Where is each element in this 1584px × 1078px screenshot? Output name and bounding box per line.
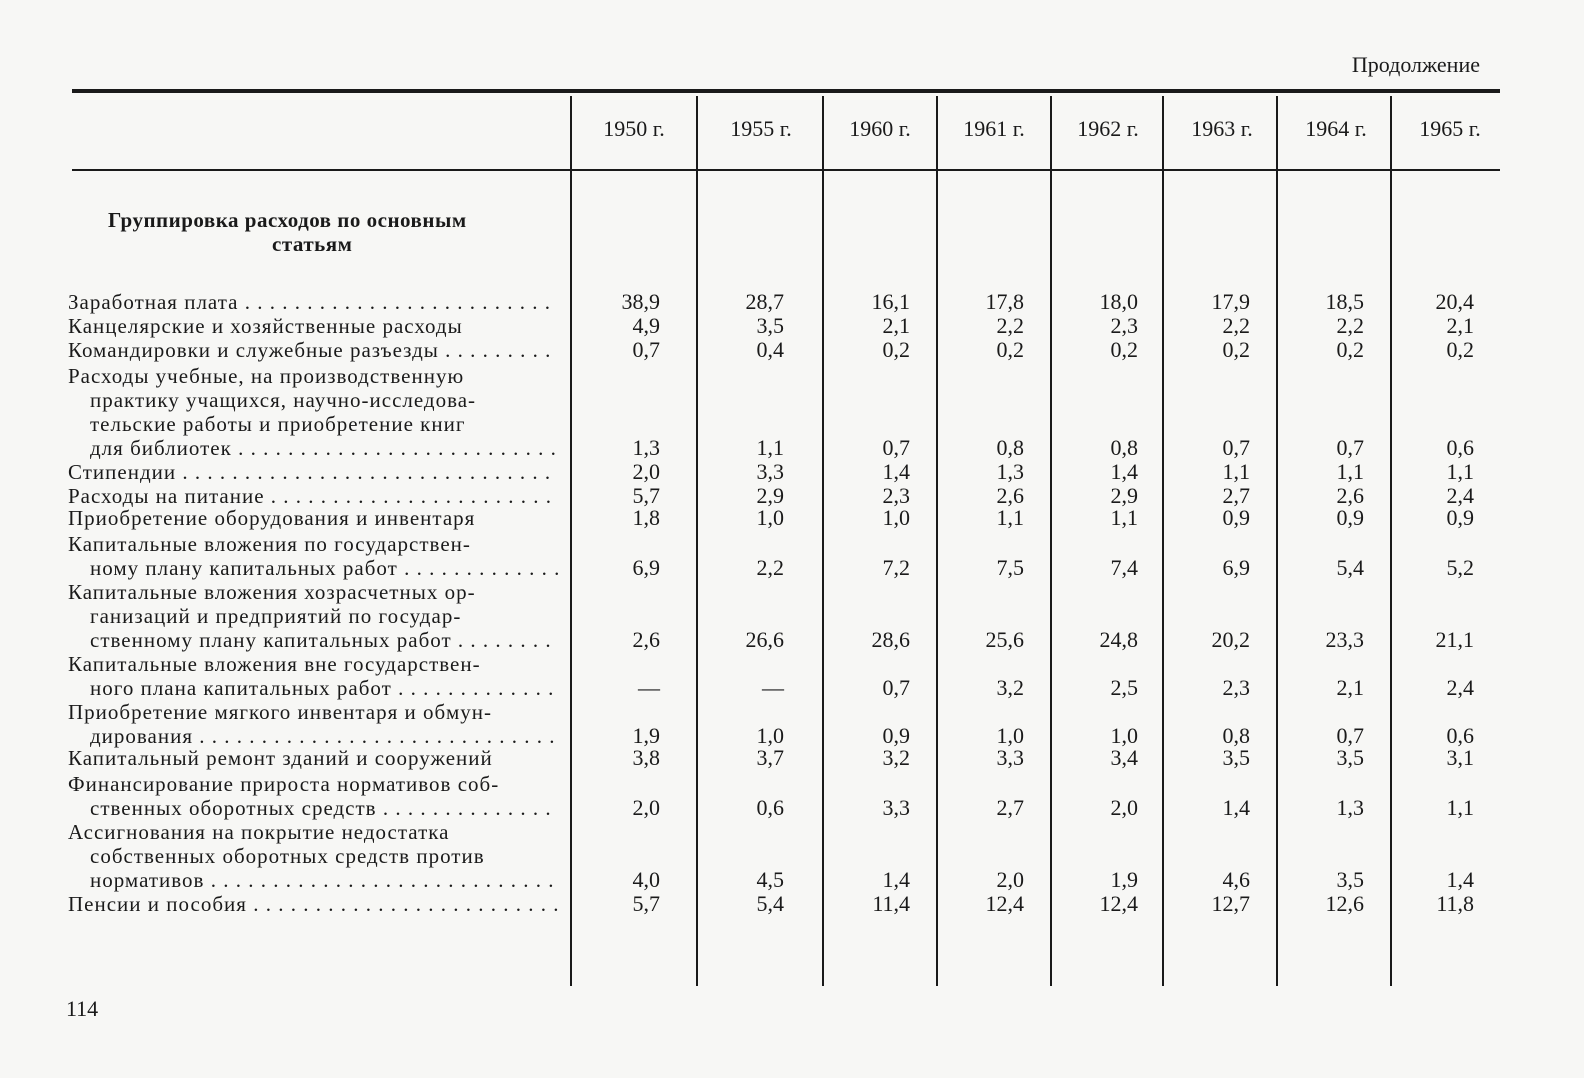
table-cell: 2,6 — [1336, 483, 1364, 508]
table-cell: 17,9 — [1211, 289, 1250, 314]
table-cell: 0,2 — [1336, 337, 1364, 362]
table-cell: 1,0 — [996, 723, 1024, 748]
row-label-line: собственных оборотных средств против — [90, 844, 485, 868]
row-label-line: Расходы на питание . . . — [68, 484, 558, 508]
table-cell: 0,7 — [882, 675, 910, 700]
row-label-line: ного плана капитальных работ . . . — [68, 676, 558, 700]
table-cell: 26,6 — [745, 627, 784, 652]
table-cell: 1,4 — [882, 867, 910, 892]
year-header: 1961 г. — [963, 116, 1025, 141]
table-cell: 2,1 — [882, 313, 910, 338]
year-header: 1955 г. — [730, 116, 792, 141]
table-cell: 7,5 — [996, 555, 1024, 580]
table-cell: 11,4 — [872, 891, 910, 916]
table-cell: 2,2 — [1222, 313, 1250, 338]
year-header: 1964 г. — [1305, 116, 1367, 141]
column-divider — [696, 96, 698, 986]
table-cell: 1,0 — [1110, 723, 1138, 748]
table-cell: 0,4 — [756, 337, 784, 362]
table-cell: 1,0 — [882, 505, 910, 530]
table-cell: — — [638, 675, 660, 700]
row-label-line: Капитальные вложения по государствен- — [68, 532, 471, 556]
row-label-line: Расходы учебные, на производственную — [68, 364, 465, 388]
table-cell: 2,6 — [996, 483, 1024, 508]
table-cell: 1,1 — [1336, 459, 1364, 484]
row-label-line: Стипендии . . . — [68, 460, 558, 484]
row-label — [68, 364, 558, 460]
table-cell: 20,4 — [1435, 289, 1474, 314]
year-header: 1950 г. — [603, 116, 665, 141]
column-divider — [1276, 96, 1278, 986]
row-label — [68, 338, 558, 362]
table-cell: 3,1 — [1446, 745, 1474, 770]
table-cell: 3,3 — [756, 459, 784, 484]
table-cell: 0,7 — [632, 337, 660, 362]
row-label-line: Приобретение оборудования и инвентаря — [68, 506, 476, 530]
table-cell: 1,1 — [756, 435, 784, 460]
table-cell: 1,4 — [882, 459, 910, 484]
row-label — [68, 746, 558, 770]
table-cell: 2,2 — [1336, 313, 1364, 338]
table-cell: 3,2 — [996, 675, 1024, 700]
row-label-line: ному плану капитальных работ . . . — [68, 556, 558, 580]
table-cell: 2,3 — [1110, 313, 1138, 338]
table-cell: 5,7 — [632, 483, 660, 508]
table-cell: 5,4 — [1336, 555, 1364, 580]
table-cell: 7,2 — [882, 555, 910, 580]
row-label — [68, 532, 558, 580]
row-label — [68, 580, 558, 652]
row-label — [68, 892, 558, 916]
table-cell: 1,3 — [996, 459, 1024, 484]
row-label — [68, 700, 558, 748]
column-divider — [822, 96, 824, 986]
table-cell: 18,0 — [1099, 289, 1138, 314]
table-cell: 2,3 — [1222, 675, 1250, 700]
table-cell: 1,0 — [756, 723, 784, 748]
page-number: 114 — [66, 996, 99, 1021]
column-divider — [1050, 96, 1052, 986]
table-cell: 3,4 — [1110, 745, 1138, 770]
table-cell: 3,3 — [996, 745, 1024, 770]
section-title-line: статьям — [272, 232, 353, 256]
table-cell: 1,1 — [996, 505, 1024, 530]
table-cell: 5,4 — [756, 891, 784, 916]
table-cell: 2,0 — [1110, 795, 1138, 820]
table-cell: 12,4 — [985, 891, 1024, 916]
table-cell: 0,2 — [1110, 337, 1138, 362]
table-cell: 2,9 — [756, 483, 784, 508]
top-rule — [72, 89, 1500, 93]
row-label — [68, 652, 558, 700]
table-cell: 5,2 — [1446, 555, 1474, 580]
table-cell: 1,0 — [756, 505, 784, 530]
header-rule — [72, 169, 1500, 171]
table-cell: 0,7 — [1222, 435, 1250, 460]
table-cell: 28,7 — [745, 289, 784, 314]
table-cell: 0,9 — [1336, 505, 1364, 530]
table-cell: 2,2 — [756, 555, 784, 580]
row-label — [68, 506, 558, 530]
row-label-line: ственных оборотных средств . . . — [68, 796, 558, 820]
continued-label: Продолжение — [1351, 52, 1480, 77]
table-cell: 4,0 — [632, 867, 660, 892]
table-cell: 0,9 — [1446, 505, 1474, 530]
table-cell: 2,1 — [1336, 675, 1364, 700]
table-cell: 17,8 — [985, 289, 1024, 314]
table-cell: 0,2 — [882, 337, 910, 362]
table-cell: 3,5 — [756, 313, 784, 338]
table-cell: 1,4 — [1110, 459, 1138, 484]
table-cell: 12,7 — [1211, 891, 1250, 916]
column-divider — [570, 96, 572, 986]
table-cell: 28,6 — [871, 627, 910, 652]
table-cell: 0,2 — [1222, 337, 1250, 362]
year-header: 1963 г. — [1191, 116, 1253, 141]
table-cell: 1,9 — [1110, 867, 1138, 892]
table-cell: 3,3 — [882, 795, 910, 820]
table-cell: 3,2 — [882, 745, 910, 770]
row-label-line: тельские работы и приобретение книг — [90, 412, 466, 436]
column-divider — [936, 96, 938, 986]
table-cell: 25,6 — [985, 627, 1024, 652]
table-cell: 4,5 — [756, 867, 784, 892]
table-cell: 0,8 — [1110, 435, 1138, 460]
row-label — [68, 460, 558, 484]
row-label-line: Финансирование прироста нормативов соб- — [68, 772, 500, 796]
table-cell: 2,0 — [996, 867, 1024, 892]
table-cell: 2,4 — [1446, 483, 1474, 508]
row-label — [68, 290, 558, 314]
table-cell: 2,0 — [632, 795, 660, 820]
table-cell: 0,2 — [996, 337, 1024, 362]
table-cell: 1,8 — [632, 505, 660, 530]
row-label-line: Пенсии и пособия . . . — [68, 892, 558, 916]
row-label-line: Капитальные вложения хозрасчетных ор- — [68, 580, 476, 604]
table-cell: 24,8 — [1099, 627, 1138, 652]
table-cell: 1,1 — [1446, 795, 1474, 820]
row-label — [68, 484, 558, 508]
row-label-line: ганизаций и предприятий по государ- — [90, 604, 462, 628]
table-cell: 0,9 — [882, 723, 910, 748]
table-cell: 0,8 — [1222, 723, 1250, 748]
table-cell: 2,0 — [632, 459, 660, 484]
row-label-line: ственному плану капитальных работ . . . — [68, 628, 558, 652]
table-cell: 2,9 — [1110, 483, 1138, 508]
table-cell: 21,1 — [1435, 627, 1474, 652]
table-cell: 0,7 — [1336, 435, 1364, 460]
table-cell: 2,7 — [996, 795, 1024, 820]
table-cell: 1,3 — [632, 435, 660, 460]
table-cell: 12,4 — [1099, 891, 1138, 916]
table-cell: 16,1 — [871, 289, 910, 314]
section-title — [72, 208, 562, 256]
table-cell: 3,5 — [1222, 745, 1250, 770]
table-cell: 3,5 — [1336, 867, 1364, 892]
table-cell: 0,7 — [882, 435, 910, 460]
table-cell: 12,6 — [1325, 891, 1364, 916]
table-cell: 0,2 — [1446, 337, 1474, 362]
column-divider — [1390, 96, 1392, 986]
row-label-line: Капитальный ремонт зданий и сооружений — [68, 746, 493, 770]
table-cell: 1,1 — [1446, 459, 1474, 484]
year-header: 1965 г. — [1419, 116, 1481, 141]
row-label-line: Капитальные вложения вне государствен- — [68, 652, 481, 676]
table-cell: 23,3 — [1325, 627, 1364, 652]
year-header: 1962 г. — [1077, 116, 1139, 141]
table-cell: 6,9 — [632, 555, 660, 580]
table-cell: 1,1 — [1222, 459, 1250, 484]
table-cell: 3,8 — [632, 745, 660, 770]
table-cell: 3,7 — [756, 745, 784, 770]
row-label-line: Ассигнования на покрытие недостатка — [68, 820, 450, 844]
table-cell: — — [762, 675, 784, 700]
table-cell: 3,5 — [1336, 745, 1364, 770]
table-cell: 2,6 — [632, 627, 660, 652]
table-cell: 1,3 — [1336, 795, 1364, 820]
table-cell: 0,6 — [756, 795, 784, 820]
table-cell: 4,9 — [632, 313, 660, 338]
row-label-line: Заработная плата . . . — [68, 290, 558, 314]
table-cell: 7,4 — [1110, 555, 1138, 580]
row-label-line: Приобретение мягкого инвентаря и обмун- — [68, 700, 492, 724]
row-label-line: для библиотек . . . — [68, 436, 558, 460]
table-cell: 38,9 — [621, 289, 660, 314]
table-cell: 0,8 — [996, 435, 1024, 460]
row-label-line: дирования . . . — [68, 724, 558, 748]
table-cell: 0,6 — [1446, 435, 1474, 460]
table-cell: 2,2 — [996, 313, 1024, 338]
year-header: 1960 г. — [849, 116, 911, 141]
table-cell: 6,9 — [1222, 555, 1250, 580]
table-cell: 4,6 — [1222, 867, 1250, 892]
table-cell: 2,7 — [1222, 483, 1250, 508]
table-cell: 1,4 — [1446, 867, 1474, 892]
table-cell: 0,9 — [1222, 505, 1250, 530]
table-cell: 2,3 — [882, 483, 910, 508]
row-label — [68, 820, 558, 892]
table-cell: 2,1 — [1446, 313, 1474, 338]
table-cell: 1,9 — [632, 723, 660, 748]
row-label-line: Канцелярские и хозяйственные расходы — [68, 314, 463, 338]
table-cell: 1,1 — [1110, 505, 1138, 530]
table-cell: 2,5 — [1110, 675, 1138, 700]
row-label-line: Командировки и служебные разъезды . . . — [68, 338, 558, 362]
row-label — [68, 772, 558, 820]
table-cell: 11,8 — [1436, 891, 1474, 916]
row-label — [68, 314, 558, 338]
table-cell: 5,7 — [632, 891, 660, 916]
row-label-line: нормативов . . . — [68, 868, 558, 892]
table-cell: 2,4 — [1446, 675, 1474, 700]
table-cell: 0,7 — [1336, 723, 1364, 748]
column-divider — [1162, 96, 1164, 986]
table-cell: 18,5 — [1325, 289, 1364, 314]
table-cell: 20,2 — [1211, 627, 1250, 652]
section-title-line: Группировка расходов по основным — [108, 208, 467, 232]
table-cell: 0,6 — [1446, 723, 1474, 748]
row-label-line: практику учащихся, научно-исследова- — [90, 388, 477, 412]
table-cell: 1,4 — [1222, 795, 1250, 820]
